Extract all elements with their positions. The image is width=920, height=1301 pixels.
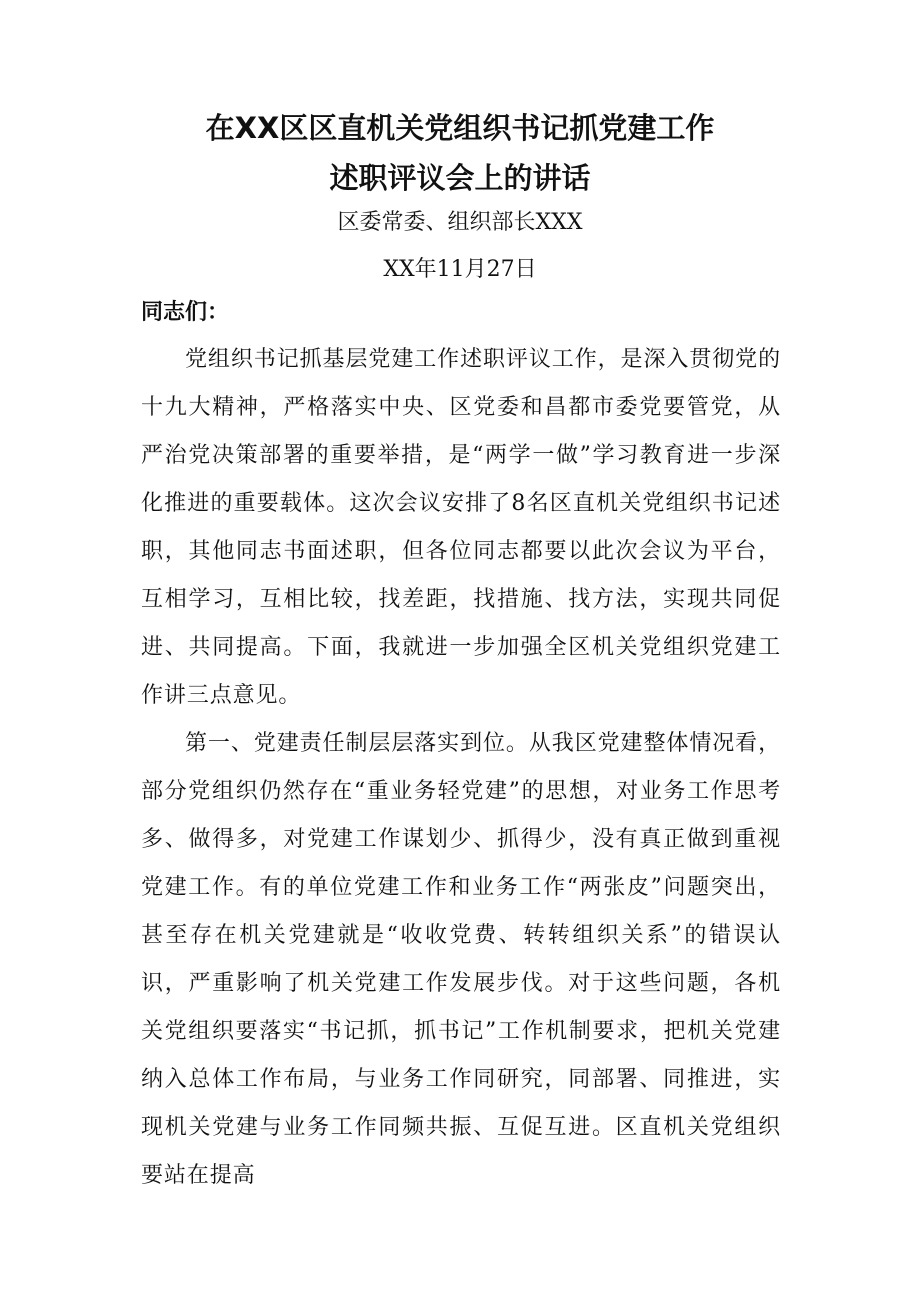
document-title-line-2: 述职评议会上的讲话 <box>329 161 591 195</box>
document-title-line-1: 在XX区区直机关党组织书记抓党建工作 <box>205 111 715 145</box>
body-paragraph: 第一、党建责任制层层落实到位。从我区党建整体情况看，部分党组织仍然存在“重业务轻党建”的思想，对业务工作思考多、做得多，对党建工作谋划少、抓得少，没有真正做到重视党建工作。有的单位党建工作和业务工作“两张皮”问题突出，甚至存在机关党建就是“收收党费、转转组织关系”的错误认识，严重影响了机关党建工作发展步伐。对于这些问题，各机关党组织要落实“书记抓，抓书记”工作机制要求，把机关党建纳入总体工作布局，与业务工作同研究，同部署、同推进，实现机关党建与业务工作同频共振、互促互进。区直机关党组织要站在提高 <box>141 731 781 1188</box>
salutation: 同志们： <box>141 300 230 325</box>
body-paragraph: 党组织书记抓基层党建工作述职评议工作，是深入贯彻党的十九大精神，严格落实中央、区党委和昌都市委党要管党，从严治党决策部署的重要举措，是“两学一做”学习教育进一步深化推进的重要载体。这次会议安排了8名区直机关党组织书记述职，其他同志书面述职，但各位同志都要以此次会议为平台，互相学习，互相比较，找差距，找措施、找方法，实现共同促进、共同提高。下面，我就进一步加强全区机关党组织党建工作讲三点意见。 <box>141 347 781 708</box>
document-date: XX年11月27日 <box>383 257 537 282</box>
document-author: 区委常委、组织部长XXX <box>337 210 583 235</box>
